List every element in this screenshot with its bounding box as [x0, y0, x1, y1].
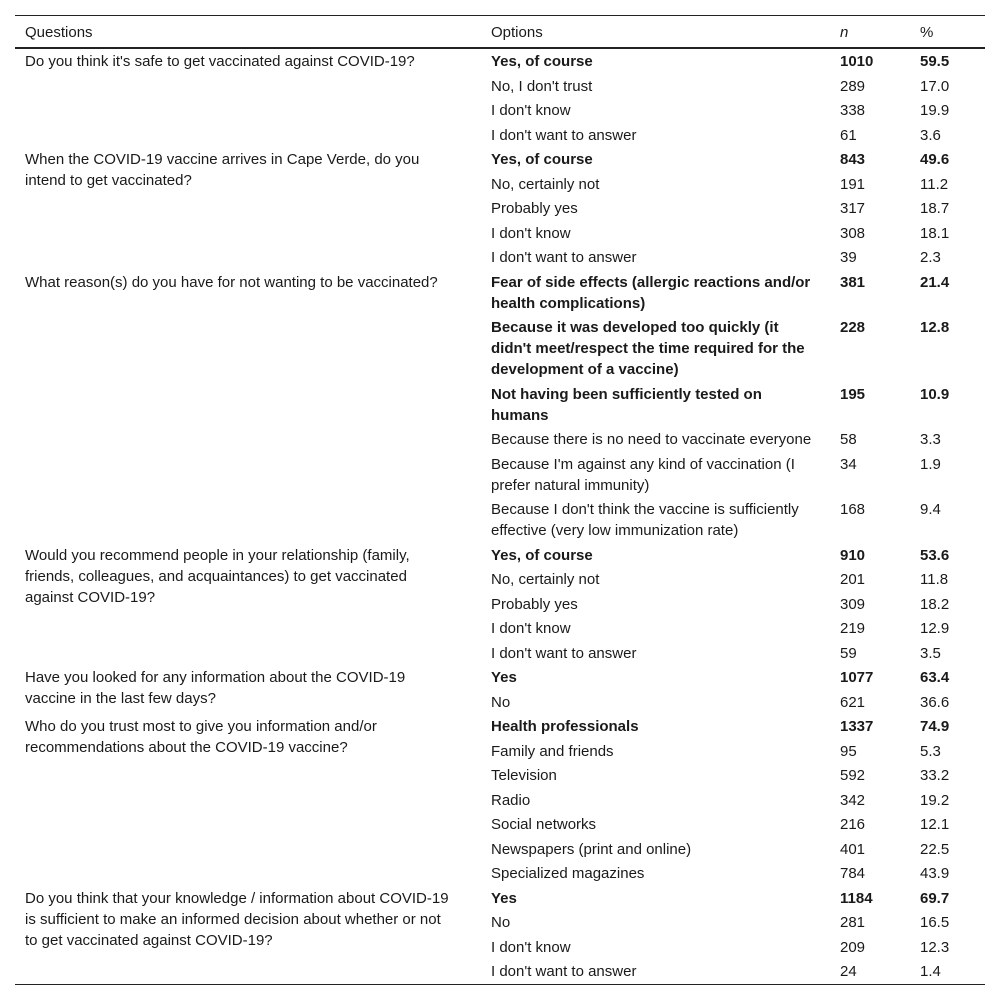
percent-cell: 33.2 — [920, 767, 950, 784]
option-cell: Yes, of course — [491, 151, 593, 168]
percent-cell: 3.5 — [920, 644, 941, 662]
header-options: Options — [481, 16, 830, 49]
option-cell: Not having been sufficiently tested on humans — [491, 385, 762, 424]
option-cell: I don't know — [491, 224, 571, 242]
count-cell: 24 — [840, 963, 857, 980]
option-cell: No, I don't trust — [491, 77, 593, 95]
option-cell: Specialized magazines — [491, 865, 645, 882]
percent-cell: 11.2 — [920, 175, 949, 193]
option-cell: Because I'm against any kind of vaccination (I prefer natural immunity) — [491, 455, 795, 494]
percent-cell: 69.7 — [920, 889, 950, 907]
option-cell: I don't want to answer — [491, 963, 637, 980]
count-cell: 191 — [840, 175, 866, 193]
question-cell: Would you recommend people in your relationship (family, friends, colleagues, and acquaintances) to get vaccinated against COVID-19? — [25, 546, 410, 606]
count-cell: 342 — [840, 791, 866, 809]
percent-cell: 3.6 — [920, 126, 941, 144]
percent-cell: 12.3 — [920, 938, 950, 956]
count-cell: 317 — [840, 200, 866, 217]
option-cell: No, certainly not — [491, 175, 600, 193]
option-cell: Yes — [491, 669, 517, 686]
percent-cell: 63.4 — [920, 669, 950, 686]
table-row — [15, 714, 985, 739]
option-cell: I don't want to answer — [491, 126, 637, 144]
count-cell: 289 — [840, 77, 866, 95]
table-row — [15, 270, 985, 316]
percent-cell: 18.1 — [920, 224, 950, 242]
table-row — [15, 543, 985, 568]
count-cell: 338 — [840, 102, 866, 119]
count-cell: 195 — [840, 385, 866, 403]
percent-cell: 1.9 — [920, 455, 941, 473]
count-cell: 308 — [840, 224, 866, 242]
percent-cell: 2.3 — [920, 249, 941, 266]
percent-cell: 10.9 — [920, 385, 950, 403]
option-cell: Social networks — [491, 816, 597, 833]
percent-cell: 11.8 — [920, 571, 949, 588]
count-cell: 209 — [840, 938, 866, 956]
count-cell: 201 — [840, 571, 866, 588]
header-questions: Questions — [15, 16, 481, 49]
table-header — [15, 16, 985, 49]
question-cell: What reason(s) do you have for not wanting to be vaccinated? — [25, 273, 438, 291]
count-cell: 216 — [840, 816, 866, 833]
header-n: n — [830, 16, 910, 49]
option-cell: Because there is no need to vaccinate everyone — [491, 431, 812, 448]
option-cell: I don't know — [491, 102, 571, 119]
option-cell: I don't want to answer — [491, 644, 637, 662]
survey-table-container — [15, 15, 985, 985]
count-cell: 281 — [840, 914, 866, 931]
table-row — [15, 665, 985, 690]
percent-cell: 21.4 — [920, 273, 950, 291]
count-cell: 219 — [840, 620, 866, 637]
option-cell: Radio — [491, 791, 531, 809]
count-cell: 58 — [840, 431, 857, 448]
option-cell: Yes, of course — [491, 546, 593, 564]
question-cell: Do you think that your knowledge / information about COVID-19 is sufficient to make an informed decision about whether or not to get vaccinated against COVID-19? — [25, 889, 449, 949]
count-cell: 401 — [840, 840, 866, 858]
question-cell: Do you think it's safe to get vaccinated against COVID-19? — [25, 53, 415, 70]
table-row — [15, 886, 985, 911]
count-cell: 309 — [840, 595, 866, 613]
percent-cell: 1.4 — [920, 963, 941, 980]
option-cell: Because I don't think the vaccine is sufficiently effective (very low immunization rate) — [491, 501, 799, 539]
count-cell: 1184 — [840, 889, 873, 907]
percent-cell: 3.3 — [920, 431, 941, 448]
count-cell: 910 — [840, 546, 866, 564]
option-cell: No, certainly not — [491, 571, 600, 588]
percent-cell: 5.3 — [920, 742, 941, 760]
option-cell: Fear of side effects (allergic reactions and/or health complications) — [491, 273, 811, 312]
percent-cell: 12.8 — [920, 319, 950, 336]
count-cell: 1077 — [840, 669, 874, 686]
count-cell: 228 — [840, 319, 866, 336]
percent-cell: 74.9 — [920, 718, 950, 735]
percent-cell: 49.6 — [920, 151, 950, 168]
header-percent: % — [910, 16, 985, 49]
percent-cell: 19.2 — [920, 791, 950, 809]
percent-cell: 12.9 — [920, 620, 950, 637]
question-cell: Have you looked for any information about the COVID-19 vaccine in the last few days? — [25, 669, 406, 707]
percent-cell: 19.9 — [920, 102, 950, 119]
option-cell: Because it was developed too quickly (it didn't meet/respect the time required for the development of a vaccine) — [491, 319, 805, 378]
percent-cell: 59.5 — [920, 53, 950, 70]
option-cell: Newspapers (print and online) — [491, 840, 692, 858]
question-cell: Who do you trust most to give you information and/or recommendations about the COVID-19 vaccine? — [25, 718, 377, 756]
percent-cell: 16.5 — [920, 914, 950, 931]
option-cell: Probably yes — [491, 595, 578, 613]
table-row — [15, 48, 985, 74]
count-cell: 61 — [840, 126, 857, 144]
count-cell: 168 — [840, 501, 866, 518]
option-cell: No — [491, 693, 511, 711]
table-body — [15, 48, 985, 984]
percent-cell: 18.7 — [920, 200, 950, 217]
option-cell: Health professionals — [491, 718, 639, 735]
option-cell: Yes, of course — [491, 53, 593, 70]
count-cell: 843 — [840, 151, 866, 168]
percent-cell: 36.6 — [920, 693, 950, 711]
survey-results-table — [15, 15, 985, 985]
count-cell: 34 — [840, 455, 857, 473]
option-cell: Yes — [491, 889, 517, 907]
percent-cell: 18.2 — [920, 595, 950, 613]
count-cell: 1337 — [840, 718, 874, 735]
count-cell: 381 — [840, 273, 866, 291]
header-row — [15, 16, 985, 49]
option-cell: Family and friends — [491, 742, 614, 760]
option-cell: Probably yes — [491, 200, 578, 217]
count-cell: 621 — [840, 693, 866, 711]
option-cell: No — [491, 914, 511, 931]
count-cell: 39 — [840, 249, 857, 266]
option-cell: Television — [491, 767, 557, 784]
percent-cell: 9.4 — [920, 501, 941, 518]
count-cell: 95 — [840, 742, 857, 760]
option-cell: I don't want to answer — [491, 249, 637, 266]
table-row — [15, 147, 985, 172]
count-cell: 592 — [840, 767, 866, 784]
percent-cell: 12.1 — [920, 816, 950, 833]
option-cell: I don't know — [491, 620, 571, 637]
percent-cell: 22.5 — [920, 840, 950, 858]
count-cell: 784 — [840, 865, 866, 882]
percent-cell: 17.0 — [920, 77, 950, 95]
percent-cell: 53.6 — [920, 546, 950, 564]
question-cell: When the COVID-19 vaccine arrives in Cape Verde, do you intend to get vaccinated? — [25, 151, 420, 189]
count-cell: 59 — [840, 644, 857, 662]
option-cell: I don't know — [491, 938, 571, 956]
count-cell: 1010 — [840, 53, 874, 70]
percent-cell: 43.9 — [920, 865, 950, 882]
